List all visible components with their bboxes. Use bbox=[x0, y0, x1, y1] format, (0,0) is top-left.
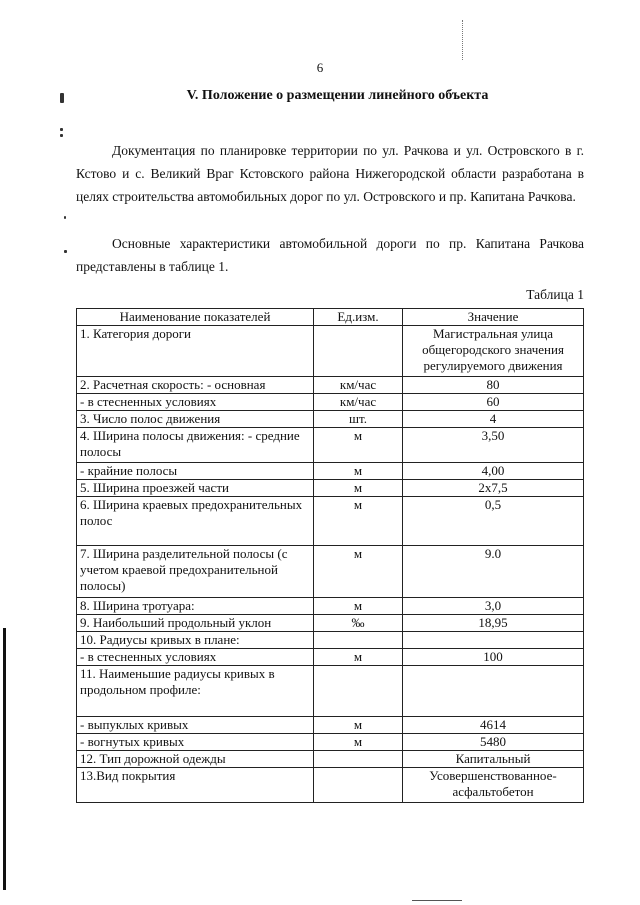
table-row bbox=[77, 751, 584, 768]
row-value: 80 bbox=[403, 377, 584, 394]
row-unit: м bbox=[314, 428, 403, 463]
row-value: 4 bbox=[403, 411, 584, 428]
row-value bbox=[403, 666, 584, 717]
table-row bbox=[77, 598, 584, 615]
paragraph-intro-text: Документация по планировке территории по ул. Рачкова и ул. Островского в г. Кстово и с. Великий Враг Кстовского района Нижегородской области разработана в целях строительства автомобильных дорог по ул. Островского и пр. Капитана Рачкова. bbox=[76, 143, 584, 204]
row-value: 0,5 bbox=[403, 497, 584, 546]
row-value: Капитальный bbox=[403, 751, 584, 768]
table-row bbox=[77, 768, 584, 803]
margin-mark bbox=[60, 128, 63, 131]
row-value: 18,95 bbox=[403, 615, 584, 632]
row-name: - крайние полосы bbox=[77, 463, 314, 480]
table-row bbox=[77, 734, 584, 751]
row-name: - в стесненных условиях bbox=[77, 649, 314, 666]
row-value: 3,0 bbox=[403, 598, 584, 615]
row-unit: ‰ bbox=[314, 615, 403, 632]
table-row bbox=[77, 377, 584, 394]
margin-mark bbox=[64, 216, 66, 219]
table-row bbox=[77, 546, 584, 598]
table-header-row bbox=[77, 309, 584, 326]
row-unit: км/час bbox=[314, 394, 403, 411]
table-row bbox=[77, 480, 584, 497]
row-unit: шт. bbox=[314, 411, 403, 428]
row-name: 10. Радиусы кривых в плане: bbox=[77, 632, 314, 649]
row-unit bbox=[314, 666, 403, 717]
header-unit: Ед.изм. bbox=[314, 309, 403, 326]
row-name: 13.Вид покрытия bbox=[77, 768, 314, 803]
row-value: 5480 bbox=[403, 734, 584, 751]
row-value: Усовершенствованное-асфальтобетон bbox=[403, 768, 584, 803]
row-unit: м bbox=[314, 497, 403, 546]
scan-artifact-line bbox=[412, 900, 462, 901]
row-value: 100 bbox=[403, 649, 584, 666]
row-name: 8. Ширина тротуара: bbox=[77, 598, 314, 615]
row-unit: м bbox=[314, 598, 403, 615]
table-row bbox=[77, 497, 584, 546]
table-row bbox=[77, 394, 584, 411]
row-value: 2x7,5 bbox=[403, 480, 584, 497]
table-caption: Таблица 1 bbox=[526, 287, 584, 302]
row-value: 9.0 bbox=[403, 546, 584, 598]
margin-mark bbox=[64, 250, 67, 253]
row-unit bbox=[314, 768, 403, 803]
row-unit: м bbox=[314, 463, 403, 480]
row-name: 11. Наименьшие радиусы кривых в продольном профиле: bbox=[77, 666, 314, 717]
row-value: Магистральная улица общегородского значения регулируемого движения bbox=[403, 326, 584, 377]
table-row bbox=[77, 411, 584, 428]
row-unit bbox=[314, 326, 403, 377]
row-name: - выпуклых кривых bbox=[77, 717, 314, 734]
row-unit: м bbox=[314, 546, 403, 598]
paragraph-table-reference bbox=[76, 232, 584, 278]
header-value: Значение bbox=[403, 309, 584, 326]
row-unit: м bbox=[314, 480, 403, 497]
table-row bbox=[77, 632, 584, 649]
table-row bbox=[77, 326, 584, 377]
row-unit bbox=[314, 632, 403, 649]
row-name: 9. Наибольший продольный уклон bbox=[77, 615, 314, 632]
row-name: 2. Расчетная скорость: - основная bbox=[77, 377, 314, 394]
table-row bbox=[77, 717, 584, 734]
row-value: 4614 bbox=[403, 717, 584, 734]
table-row bbox=[77, 666, 584, 717]
paragraph-table-reference-text: Основные характеристики автомобильной дороги по пр. Капитана Рачкова представлены в таблице 1. bbox=[76, 236, 584, 274]
row-name: 4. Ширина полосы движения: - средние полосы bbox=[77, 428, 314, 463]
road-characteristics-table bbox=[76, 308, 584, 803]
row-name: 12. Тип дорожной одежды bbox=[77, 751, 314, 768]
row-name: - вогнутых кривых bbox=[77, 734, 314, 751]
table-row bbox=[77, 428, 584, 463]
row-name: 1. Категория дороги bbox=[77, 326, 314, 377]
table-row bbox=[77, 615, 584, 632]
row-unit: м bbox=[314, 717, 403, 734]
table-row bbox=[77, 649, 584, 666]
table-row bbox=[77, 463, 584, 480]
row-unit: м bbox=[314, 649, 403, 666]
row-name: - в стесненных условиях bbox=[77, 394, 314, 411]
row-name: 7. Ширина разделительной полосы (с учетом краевой предохранительной полосы) bbox=[77, 546, 314, 598]
row-unit: км/час bbox=[314, 377, 403, 394]
row-name: 5. Ширина проезжей части bbox=[77, 480, 314, 497]
page-number: 6 bbox=[316, 60, 324, 75]
section-title: V. Положение о размещении линейного объекта bbox=[186, 88, 489, 103]
scan-edge-bar bbox=[3, 628, 6, 890]
row-name: 6. Ширина краевых предохранительных полос bbox=[77, 497, 314, 546]
row-value: 4,00 bbox=[403, 463, 584, 480]
paragraph-intro bbox=[76, 139, 584, 208]
margin-mark bbox=[60, 134, 63, 137]
row-unit bbox=[314, 751, 403, 768]
row-value: 60 bbox=[403, 394, 584, 411]
row-unit: м bbox=[314, 734, 403, 751]
row-value bbox=[403, 632, 584, 649]
row-name: 3. Число полос движения bbox=[77, 411, 314, 428]
header-name: Наименование показателей bbox=[77, 309, 314, 326]
row-value: 3,50 bbox=[403, 428, 584, 463]
scan-artifact-dotted-line bbox=[462, 20, 464, 60]
